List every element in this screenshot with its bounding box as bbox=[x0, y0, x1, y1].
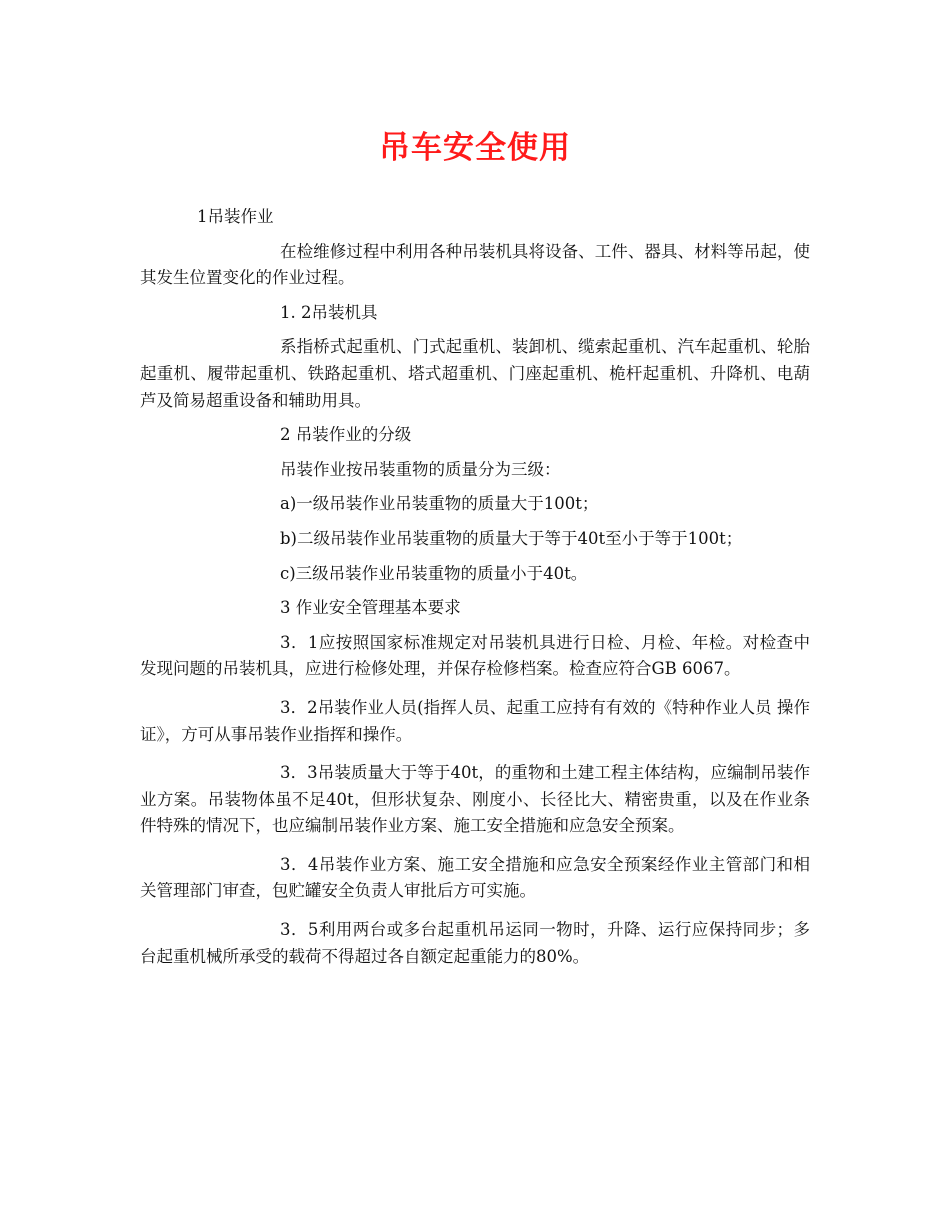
section-heading: 2 吊装作业的分级 bbox=[280, 425, 412, 445]
paragraph: 3．2吊装作业人员(指挥人员、起重工应持有有效的《特种作业人员 操作证》，方可从事吊装作业指挥和操作。 bbox=[140, 697, 810, 744]
section-heading: 1吊装作业 bbox=[197, 207, 274, 226]
list-item: a)一级吊装作业吊装重物的质量大于100t； bbox=[280, 494, 599, 514]
paragraph: 在检维修过程中利用各种吊装机具将设备、工件、器具、材料等吊起，使其发生位置变化的作业过程。 bbox=[140, 241, 810, 288]
section-heading: 1. 2吊装机具 bbox=[280, 302, 378, 322]
document-body bbox=[140, 204, 810, 970]
list-item: b)二级吊装作业吊装重物的质量大于等于40t至小于等于100t； bbox=[280, 528, 743, 548]
paragraph: 3．1应按照国家标准规定对吊装机具进行日检、月检、年检。对检查中发现问题的吊装机具，应进行检修处理，并保存检修档案。检查应符合GB 6067。 bbox=[140, 632, 810, 679]
document-title: 吊车安全使用 bbox=[379, 130, 571, 166]
list-item: c)三级吊装作业吊装重物的质量小于40t。 bbox=[280, 563, 588, 583]
paragraph: 3．5利用两台或多台起重机吊运同一物时，升降、运行应保持同步；多台起重机械所承受的载荷不得超过各自额定起重能力的80%。 bbox=[140, 920, 810, 966]
paragraph: 系指桥式起重机、门式起重机、装卸机、缆索起重机、汽车起重机、轮胎起重机、履带起重机、铁路起重机、塔式超重机、门座起重机、桅杆起重机、升降机、电葫芦及简易超重设备和辅助用具。 bbox=[140, 337, 810, 410]
paragraph: 吊装作业按吊装重物的质量分为三级： bbox=[280, 459, 561, 479]
paragraph: 3．4吊装作业方案、施工安全措施和应急安全预案经作业主管部门和相关管理部门审查，包贮罐安全负责人审批后方可实施。 bbox=[140, 854, 810, 901]
paragraph: 3．3吊装质量大于等于40t，的重物和土建工程主体结构，应编制吊装作业方案。吊装物体虽不足40t，但形状复杂、刚度小、长径比大、精密贵重，以及在作业条件特殊的情况下，也应编制吊装作业方案、施工安全措施和应急安全预案。 bbox=[140, 763, 810, 836]
section-heading: 3 作业安全管理基本要求 bbox=[280, 598, 461, 618]
